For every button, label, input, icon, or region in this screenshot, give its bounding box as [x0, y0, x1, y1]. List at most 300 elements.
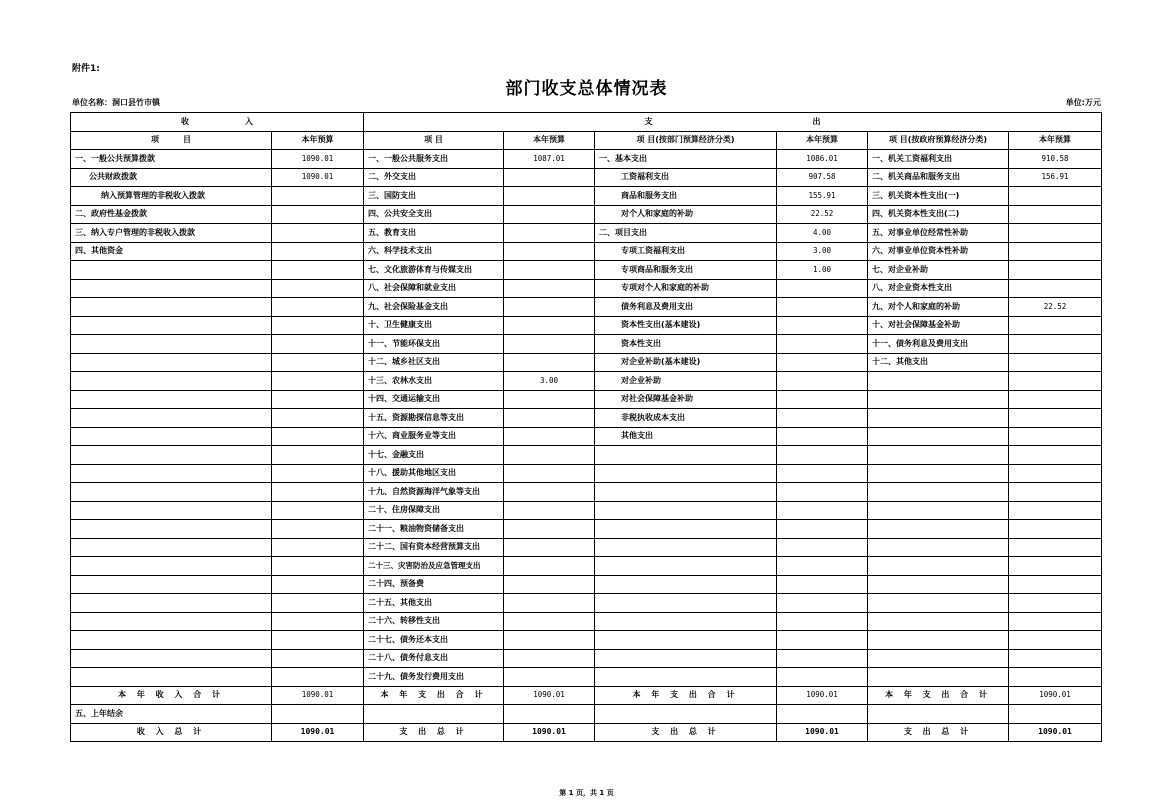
income-item-cell	[71, 446, 272, 465]
carryover-label: 五、上年结余	[71, 705, 272, 724]
expense-total-value-1: 1090.01	[504, 686, 595, 705]
func-budget-cell	[504, 298, 595, 317]
func-budget-cell	[504, 538, 595, 557]
func-item-cell: 十九、自然资源海洋气象等支出	[364, 483, 504, 502]
func-budget-cell	[504, 205, 595, 224]
income-budget-cell	[272, 242, 364, 261]
table-row	[71, 668, 1102, 687]
income-budget-cell: 1090.01	[272, 150, 364, 169]
income-budget-cell	[272, 594, 364, 613]
dept-item-cell	[595, 668, 777, 687]
func-item-cell: 三、国防支出	[364, 187, 504, 206]
dept-budget-cell	[777, 427, 868, 446]
gov-item-cell: 七、对企业补助	[868, 261, 1009, 280]
func-budget-cell	[504, 409, 595, 428]
income-item-cell	[71, 298, 272, 317]
dept-item-cell: 资本性支出	[595, 335, 777, 354]
attachment-label: 附件1:	[72, 64, 100, 74]
dept-item-cell: 资本性支出(基本建设)	[595, 316, 777, 335]
gov-budget-cell	[1009, 464, 1102, 483]
gov-budget-cell	[1009, 372, 1102, 391]
income-item-cell	[71, 464, 272, 483]
page-title: 部门收支总体情况表	[505, 79, 668, 99]
table-row	[71, 224, 1102, 243]
dept-budget-cell	[777, 594, 868, 613]
expense-total-label-3: 本 年 支 出 合 计	[868, 686, 1009, 705]
func-item-cell: 四、公共安全支出	[364, 205, 504, 224]
income-budget-cell	[272, 557, 364, 576]
col-budget4-header: 本年预算	[1009, 131, 1102, 150]
income-item-cell	[71, 409, 272, 428]
dept-item-cell	[595, 538, 777, 557]
dept-budget-cell	[777, 279, 868, 298]
dept-item-cell: 对企业补助	[595, 372, 777, 391]
dept-budget-cell	[777, 501, 868, 520]
income-item-cell	[71, 612, 272, 631]
func-item-cell: 五、教育支出	[364, 224, 504, 243]
col-budget2-header: 本年预算	[504, 131, 595, 150]
func-item-cell: 二十八、债务付息支出	[364, 649, 504, 668]
dept-item-cell	[595, 575, 777, 594]
func-budget-cell: 3.00	[504, 372, 595, 391]
table-row	[71, 205, 1102, 224]
table-row	[71, 464, 1102, 483]
table-row	[71, 501, 1102, 520]
func-budget-cell	[504, 168, 595, 187]
table-row	[71, 353, 1102, 372]
gov-item-cell	[868, 631, 1009, 650]
gov-item-cell	[868, 427, 1009, 446]
dept-item-cell: 专项商品和服务支出	[595, 261, 777, 280]
gov-item-cell: 二、机关商品和服务支出	[868, 168, 1009, 187]
table-row	[71, 612, 1102, 631]
func-item-cell: 二十九、债务发行费用支出	[364, 668, 504, 687]
col-budget-header: 本年预算	[272, 131, 364, 150]
gov-item-cell	[868, 538, 1009, 557]
income-item-cell: 一、一般公共预算拨款	[71, 150, 272, 169]
table-row	[71, 279, 1102, 298]
dept-budget-cell	[777, 649, 868, 668]
total-row	[71, 686, 1102, 705]
dept-budget-cell: 155.91	[777, 187, 868, 206]
gov-budget-cell	[1009, 205, 1102, 224]
income-budget-cell	[272, 187, 364, 206]
dept-budget-cell: 4.00	[777, 224, 868, 243]
dept-budget-cell	[777, 520, 868, 539]
grand-expense-label-2: 支 出 总 计	[595, 723, 777, 742]
gov-item-cell	[868, 483, 1009, 502]
dept-budget-cell	[777, 612, 868, 631]
gov-item-cell: 八、对企业资本性支出	[868, 279, 1009, 298]
income-budget-cell	[272, 464, 364, 483]
gov-item-cell	[868, 612, 1009, 631]
dept-budget-cell: 1.00	[777, 261, 868, 280]
gov-budget-cell	[1009, 557, 1102, 576]
gov-budget-cell	[1009, 538, 1102, 557]
func-item-cell: 二十二、国有资本经营预算支出	[364, 538, 504, 557]
func-budget-cell	[504, 520, 595, 539]
expense-total-value-2: 1090.01	[777, 686, 868, 705]
grand-income-label: 收 入 总 计	[71, 723, 272, 742]
grand-expense-value-3: 1090.01	[1009, 723, 1102, 742]
gov-item-cell	[868, 464, 1009, 483]
carryover-empty-4	[777, 705, 868, 724]
gov-budget-cell	[1009, 483, 1102, 502]
func-item-cell: 六、科学技术支出	[364, 242, 504, 261]
income-item-cell	[71, 649, 272, 668]
income-item-cell	[71, 483, 272, 502]
gov-item-cell	[868, 649, 1009, 668]
income-budget-cell: 1090.01	[272, 168, 364, 187]
income-budget-cell	[272, 483, 364, 502]
gov-item-cell	[868, 557, 1009, 576]
dept-budget-cell	[777, 464, 868, 483]
func-budget-cell	[504, 501, 595, 520]
income-item-cell	[71, 575, 272, 594]
grand-expense-label-1: 支 出 总 计	[364, 723, 504, 742]
dept-budget-cell	[777, 316, 868, 335]
income-budget-cell	[272, 538, 364, 557]
expense-total-label-2: 本 年 支 出 合 计	[595, 686, 777, 705]
col-budget3-header: 本年预算	[777, 131, 868, 150]
income-item-cell	[71, 279, 272, 298]
dept-item-cell	[595, 631, 777, 650]
dept-item-cell: 债务利息及费用支出	[595, 298, 777, 317]
table-row	[71, 261, 1102, 280]
gov-item-cell: 十、对社会保障基金补助	[868, 316, 1009, 335]
grand-expense-value-2: 1090.01	[777, 723, 868, 742]
gov-budget-cell	[1009, 316, 1102, 335]
dept-item-cell	[595, 483, 777, 502]
gov-item-cell: 一、机关工资福利支出	[868, 150, 1009, 169]
dept-item-cell: 二、项目支出	[595, 224, 777, 243]
income-item-cell: 三、纳入专户管理的非税收入拨款	[71, 224, 272, 243]
gov-budget-cell	[1009, 335, 1102, 354]
table-row	[71, 594, 1102, 613]
dept-item-cell: 专项对个人和家庭的补助	[595, 279, 777, 298]
income-item-cell	[71, 631, 272, 650]
gov-budget-cell	[1009, 631, 1102, 650]
func-item-cell: 十八、援助其他地区支出	[364, 464, 504, 483]
func-item-cell: 二十五、其他支出	[364, 594, 504, 613]
gov-budget-cell	[1009, 390, 1102, 409]
gov-item-cell: 三、机关资本性支出(一)	[868, 187, 1009, 206]
func-budget-cell	[504, 594, 595, 613]
income-item-cell	[71, 594, 272, 613]
income-budget-cell	[272, 612, 364, 631]
income-budget-cell	[272, 335, 364, 354]
income-budget-cell	[272, 372, 364, 391]
table-row	[71, 187, 1102, 206]
table-row	[71, 298, 1102, 317]
page-footer: 第 1 页，共 1 页	[559, 789, 614, 797]
table-row	[71, 242, 1102, 261]
grand-income-value: 1090.01	[272, 723, 364, 742]
table-row	[71, 631, 1102, 650]
gov-budget-cell	[1009, 353, 1102, 372]
gov-item-cell: 九、对个人和家庭的补助	[868, 298, 1009, 317]
income-total-label: 本 年 收 入 合 计	[71, 686, 272, 705]
income-budget-cell	[272, 279, 364, 298]
dept-budget-cell	[777, 353, 868, 372]
func-item-cell: 二十一、粮油物资储备支出	[364, 520, 504, 539]
carryover-empty-3	[595, 705, 777, 724]
func-budget-cell	[504, 279, 595, 298]
func-item-cell: 十二、城乡社区支出	[364, 353, 504, 372]
gov-budget-cell	[1009, 427, 1102, 446]
dept-item-cell: 工资福利支出	[595, 168, 777, 187]
func-budget-cell	[504, 353, 595, 372]
carryover-empty-2	[504, 705, 595, 724]
gov-budget-cell	[1009, 224, 1102, 243]
dept-budget-cell	[777, 483, 868, 502]
func-item-cell: 十四、交通运输支出	[364, 390, 504, 409]
gov-budget-cell	[1009, 520, 1102, 539]
currency-unit: 单位:万元	[1065, 98, 1101, 107]
func-item-cell: 二十六、转移性支出	[364, 612, 504, 631]
func-item-cell: 一、一般公共服务支出	[364, 150, 504, 169]
income-budget-cell	[272, 520, 364, 539]
func-item-cell: 二、外交支出	[364, 168, 504, 187]
func-item-cell: 九、社会保险基金支出	[364, 298, 504, 317]
func-budget-cell	[504, 261, 595, 280]
func-budget-cell	[504, 316, 595, 335]
gov-item-cell	[868, 409, 1009, 428]
col-item2-header: 项 目	[364, 131, 504, 150]
income-budget-cell	[272, 353, 364, 372]
func-budget-cell	[504, 557, 595, 576]
dept-budget-cell	[777, 390, 868, 409]
income-budget-cell	[272, 390, 364, 409]
income-budget-cell	[272, 446, 364, 465]
income-budget-cell	[272, 631, 364, 650]
income-item-cell	[71, 427, 272, 446]
dept-budget-cell: 1086.01	[777, 150, 868, 169]
expense-total-label-1: 本 年 支 出 合 计	[364, 686, 504, 705]
table-row	[71, 168, 1102, 187]
income-item-cell	[71, 501, 272, 520]
income-header: 收 入	[71, 113, 364, 132]
dept-item-cell: 对社会保障基金补助	[595, 390, 777, 409]
gov-budget-cell	[1009, 501, 1102, 520]
income-item-cell	[71, 261, 272, 280]
col-item-dept-header: 项 目(按部门预算经济分类)	[595, 131, 777, 150]
table-row	[71, 150, 1102, 169]
dept-item-cell	[595, 501, 777, 520]
dept-budget-cell	[777, 631, 868, 650]
gov-budget-cell	[1009, 279, 1102, 298]
gov-item-cell	[868, 372, 1009, 391]
carryover-row	[71, 705, 1102, 724]
income-item-cell	[71, 520, 272, 539]
carryover-empty-1	[364, 705, 504, 724]
func-item-cell: 十五、资源勘探信息等支出	[364, 409, 504, 428]
gov-budget-cell	[1009, 594, 1102, 613]
table-row	[71, 316, 1102, 335]
gov-budget-cell	[1009, 668, 1102, 687]
table-row	[71, 409, 1102, 428]
dept-budget-cell: 3.00	[777, 242, 868, 261]
gov-budget-cell	[1009, 409, 1102, 428]
carryover-value	[272, 705, 364, 724]
income-item-cell	[71, 390, 272, 409]
table-row	[71, 538, 1102, 557]
budget-table	[70, 112, 1102, 742]
table-body	[71, 150, 1102, 687]
col-item-header: 项 目	[71, 131, 272, 150]
gov-item-cell	[868, 594, 1009, 613]
func-item-cell: 七、文化旅游体育与传媒支出	[364, 261, 504, 280]
expense-header: 支 出	[364, 113, 1102, 132]
func-item-cell: 十三、农林水支出	[364, 372, 504, 391]
income-budget-cell	[272, 409, 364, 428]
grand-expense-value-1: 1090.01	[504, 723, 595, 742]
gov-budget-cell: 910.58	[1009, 150, 1102, 169]
func-item-cell: 八、社会保障和就业支出	[364, 279, 504, 298]
func-budget-cell: 1087.01	[504, 150, 595, 169]
income-item-cell	[71, 668, 272, 687]
dept-budget-cell	[777, 446, 868, 465]
func-budget-cell	[504, 464, 595, 483]
gov-item-cell	[868, 520, 1009, 539]
gov-budget-cell	[1009, 612, 1102, 631]
func-budget-cell	[504, 335, 595, 354]
gov-budget-cell	[1009, 649, 1102, 668]
table-row	[71, 483, 1102, 502]
table-row	[71, 372, 1102, 391]
gov-budget-cell	[1009, 446, 1102, 465]
func-budget-cell	[504, 187, 595, 206]
dept-item-cell: 其他支出	[595, 427, 777, 446]
table-row	[71, 427, 1102, 446]
income-budget-cell	[272, 224, 364, 243]
dept-budget-cell	[777, 409, 868, 428]
table-row	[71, 390, 1102, 409]
dept-budget-cell: 907.58	[777, 168, 868, 187]
func-budget-cell	[504, 575, 595, 594]
income-budget-cell	[272, 316, 364, 335]
func-budget-cell	[504, 446, 595, 465]
gov-item-cell	[868, 446, 1009, 465]
dept-item-cell: 专项工资福利支出	[595, 242, 777, 261]
func-item-cell: 二十、住房保障支出	[364, 501, 504, 520]
func-budget-cell	[504, 631, 595, 650]
gov-budget-cell	[1009, 242, 1102, 261]
income-budget-cell	[272, 298, 364, 317]
dept-item-cell: 非税执收成本支出	[595, 409, 777, 428]
gov-item-cell: 四、机关资本性支出(二)	[868, 205, 1009, 224]
func-budget-cell	[504, 612, 595, 631]
income-budget-cell	[272, 668, 364, 687]
grand-expense-label-3: 支 出 总 计	[868, 723, 1009, 742]
dept-item-cell: 商品和服务支出	[595, 187, 777, 206]
dept-budget-cell	[777, 372, 868, 391]
gov-item-cell: 五、对事业单位经常性补助	[868, 224, 1009, 243]
gov-budget-cell	[1009, 187, 1102, 206]
gov-budget-cell: 22.52	[1009, 298, 1102, 317]
income-item-cell	[71, 335, 272, 354]
dept-item-cell	[595, 649, 777, 668]
gov-item-cell	[868, 575, 1009, 594]
income-item-cell	[71, 538, 272, 557]
income-item-cell	[71, 372, 272, 391]
income-budget-cell	[272, 501, 364, 520]
table-row	[71, 335, 1102, 354]
dept-budget-cell: 22.52	[777, 205, 868, 224]
func-item-cell: 十一、节能环保支出	[364, 335, 504, 354]
dept-item-cell	[595, 520, 777, 539]
dept-budget-cell	[777, 668, 868, 687]
income-budget-cell	[272, 427, 364, 446]
gov-item-cell: 十一、债务利息及费用支出	[868, 335, 1009, 354]
func-item-cell: 十六、商业服务业等支出	[364, 427, 504, 446]
section-header-row	[71, 113, 1102, 132]
func-budget-cell	[504, 427, 595, 446]
func-budget-cell	[504, 224, 595, 243]
income-item-cell	[71, 557, 272, 576]
dept-budget-cell	[777, 538, 868, 557]
dept-budget-cell	[777, 575, 868, 594]
table-row	[71, 575, 1102, 594]
dept-budget-cell	[777, 335, 868, 354]
gov-item-cell	[868, 501, 1009, 520]
expense-total-value-3: 1090.01	[1009, 686, 1102, 705]
func-budget-cell	[504, 483, 595, 502]
dept-item-cell	[595, 612, 777, 631]
func-budget-cell	[504, 649, 595, 668]
func-item-cell: 二十三、灾害防治及应急管理支出	[364, 557, 504, 576]
income-item-cell: 纳入预算管理的非税收入拨款	[71, 187, 272, 206]
dept-item-cell: 对企业补助(基本建设)	[595, 353, 777, 372]
income-item-cell: 四、其他资金	[71, 242, 272, 261]
func-budget-cell	[504, 390, 595, 409]
column-header-row	[71, 131, 1102, 150]
grand-total-row	[71, 723, 1102, 742]
dept-budget-cell	[777, 557, 868, 576]
gov-budget-cell: 156.91	[1009, 168, 1102, 187]
gov-item-cell	[868, 668, 1009, 687]
income-item-cell: 二、政府性基金拨款	[71, 205, 272, 224]
dept-item-cell	[595, 557, 777, 576]
gov-item-cell	[868, 390, 1009, 409]
table-row	[71, 649, 1102, 668]
gov-item-cell: 十二、其他支出	[868, 353, 1009, 372]
table-row	[71, 557, 1102, 576]
col-item-gov-header: 项 目(按政府预算经济分类)	[868, 131, 1009, 150]
income-budget-cell	[272, 205, 364, 224]
dept-item-cell	[595, 464, 777, 483]
table-row	[71, 446, 1102, 465]
func-item-cell: 十、卫生健康支出	[364, 316, 504, 335]
func-item-cell: 二十四、预备费	[364, 575, 504, 594]
func-budget-cell	[504, 242, 595, 261]
dept-item-cell	[595, 446, 777, 465]
func-budget-cell	[504, 668, 595, 687]
carryover-empty-6	[1009, 705, 1102, 724]
carryover-empty-5	[868, 705, 1009, 724]
gov-budget-cell	[1009, 261, 1102, 280]
income-budget-cell	[272, 649, 364, 668]
income-item-cell	[71, 316, 272, 335]
income-budget-cell	[272, 261, 364, 280]
income-total-value: 1090.01	[272, 686, 364, 705]
dept-budget-cell	[777, 298, 868, 317]
gov-item-cell: 六、对事业单位资本性补助	[868, 242, 1009, 261]
func-item-cell: 二十七、债务还本支出	[364, 631, 504, 650]
table-row	[71, 520, 1102, 539]
dept-item-cell: 一、基本支出	[595, 150, 777, 169]
dept-item-cell: 对个人和家庭的补助	[595, 205, 777, 224]
